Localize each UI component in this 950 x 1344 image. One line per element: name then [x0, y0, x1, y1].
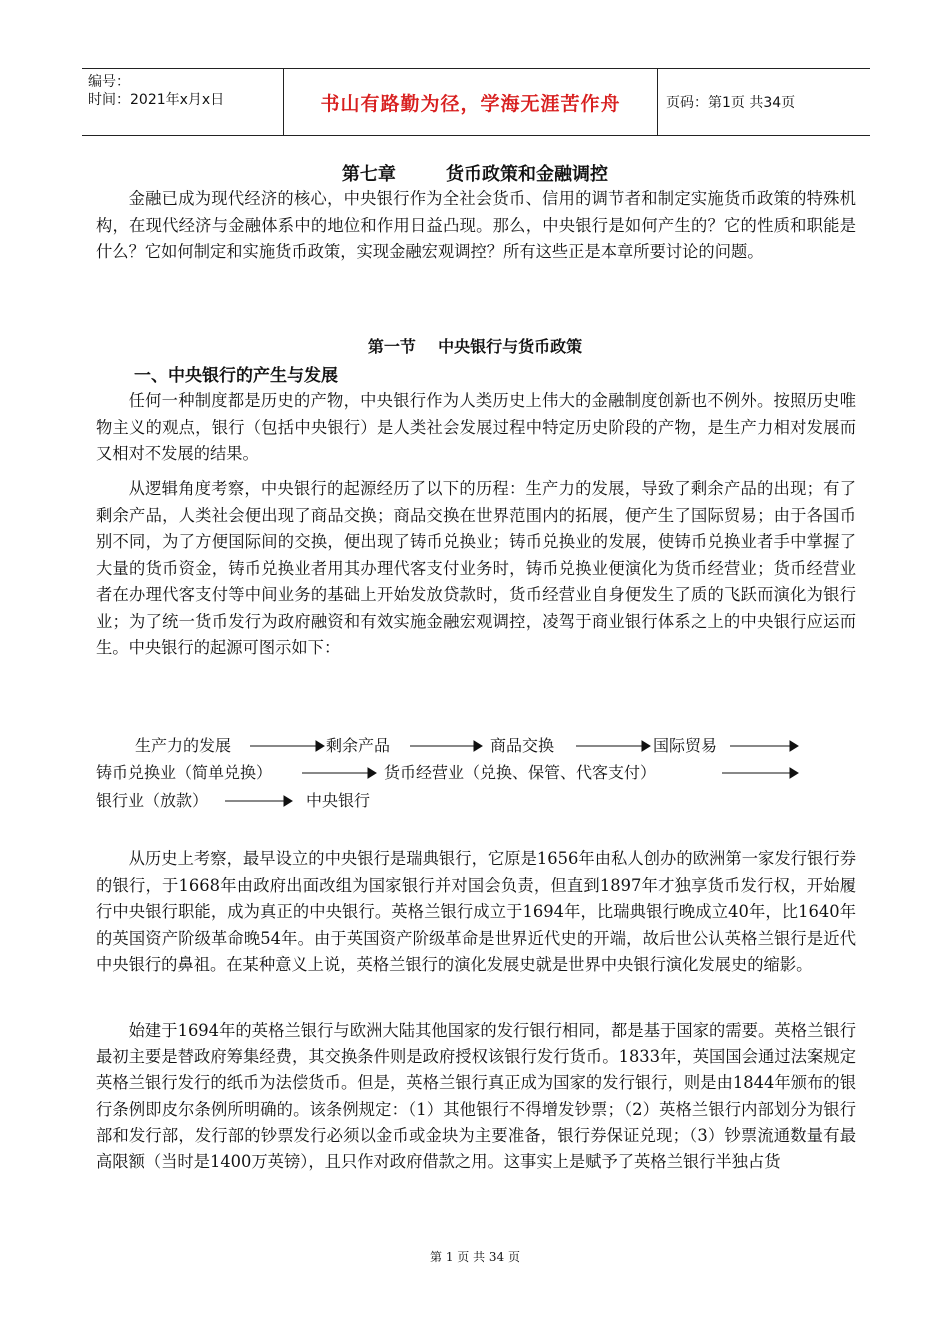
paragraph-logic: 从逻辑角度考察，中央银行的起源经历了以下的历程：生产力的发展，导致了剩余产品的出现；有了剩余产品，人类社会便出现了商品交换；商品交换在世界范围内的拓展，便产生了国际贸易；由于各国币别不同，为了方便国际间的交换，便出现了铸币兑换业；铸币兑换业的发展，使铸币兑换业者手中掌握了大量的货币资金，铸币兑换业者用其办理代客支付业务时，铸币兑换业便演化为货币经营业；货币经营业者在办理代客支付等中间业务的基础上开始发放贷款时，货币经营业自身便发生了质的飞跃而演化为银行业；为了统一货币发行为政府融资和有效实施金融宏观调控，凌驾于商业银行体系之上的中央银行应运而生。中央银行的起源可图示如下： — [96, 479, 856, 657]
flow-arrowhead-5 — [368, 768, 376, 778]
subheading: 一、中央银行的产生与发展 — [134, 366, 338, 386]
header-page-number: 页码：第1页 共34页 — [666, 95, 796, 111]
flow-node-coin-exchange: 铸币兑换业（简单兑换） — [96, 763, 273, 782]
header-meta — [82, 69, 284, 135]
page-footer: 第 1 页 共 34 页 — [430, 1250, 520, 1264]
chapter-title: 第七章 货币政策和金融调控 — [341, 164, 609, 185]
paragraph-history: 任何一种制度都是历史的产物，中央银行作为人类历史上伟大的金融制度创新也不例外。按照历史唯物主义的观点，银行（包括中央银行）是人类社会发展过程中特定历史阶段的产物，是生产力相对发展而又相对不发展的结果。 — [96, 391, 856, 463]
flow-node-banking: 银行业（放款） — [96, 791, 209, 810]
page-header — [82, 68, 870, 136]
document-time: 时间：2021年x月x日 — [88, 92, 225, 108]
flow-node-money-dealing: 货币经营业（兑换、保管、代客支付） — [384, 763, 657, 782]
paragraph-bank-of-england: 始建于1694年的英格兰银行与欧洲大陆其他国家的发行银行相同，都是基于国家的需要。英格兰银行最初主要是替政府筹集经费，其交换条件则是政府授权该银行发行货币。1833年，英国国会通过法案规定英格兰银行发行的纸币为法偿货币。但是，英格兰银行真正成为国家的发行银行，则是由1844年颁布的银行条例即皮尔条例所明确的。该条例规定：（1）其他银行不得增发钞票；（2）英格兰银行内部划分为银行部和发行部，发行部的钞票发行必须以金币或金块为主要准备，银行券保证兑现；（3）钞票流通数量有最高限额（当时是1400万英镑），且只作对政府借款之用。这事实上是赋予了英格兰银行半独占货 — [96, 1021, 856, 1172]
flow-node-surplus: 剩余产品 — [326, 736, 391, 755]
flow-node-trade: 国际贸易 — [653, 736, 718, 755]
flow-node-exchange: 商品交换 — [490, 736, 555, 755]
header-motto: 书山有路勤为径，学海无涯苦作舟 — [284, 69, 658, 135]
section-title: 第一节 中央银行与货币政策 — [367, 337, 583, 356]
flow-node-productivity: 生产力的发展 — [135, 736, 232, 755]
intro-paragraph: 金融已成为现代经济的核心，中央银行作为全社会货币、信用的调节者和制定实施货币政策的特殊机构，在现代经济与金融体系中的地位和作用日益凸现。那么，中央银行是如何产生的？它的性质和职能是什么？它如何制定和实施货币政策，实现金融宏观调控？所有这些正是本章所要讨论的问题。 — [96, 189, 856, 261]
flow-node-central-bank: 中央银行 — [306, 791, 371, 810]
flow-arrowhead-2 — [474, 741, 482, 751]
flow-arrowhead-3 — [642, 741, 650, 751]
flow-arrowhead-1 — [316, 741, 324, 751]
document-number: 编号： — [88, 74, 130, 90]
paragraph-riksbank: 从历史上考察，最早设立的中央银行是瑞典银行，它原是1656年由私人创办的欧洲第一家发行银行券的银行，于1668年由政府出面改组为国家银行并对国会负责，但直到1897年才独享货币发行权，开始履行中央银行职能，成为真正的中央银行。英格兰银行成立于1694年，比瑞典银行晚成立40年，比1640年的英国资产阶级革命晚54年。由于英国资产阶级革命是世界近代史的开端，故后世公认英格兰银行是近代中央银行的鼻祖。在某种意义上说，英格兰银行的演化发展史就是世界中央银行演化发展史的缩影。 — [96, 849, 856, 974]
flow-arrowhead-4 — [790, 741, 798, 751]
flow-arrowhead-6 — [790, 768, 798, 778]
flow-arrowhead-7 — [284, 796, 292, 806]
